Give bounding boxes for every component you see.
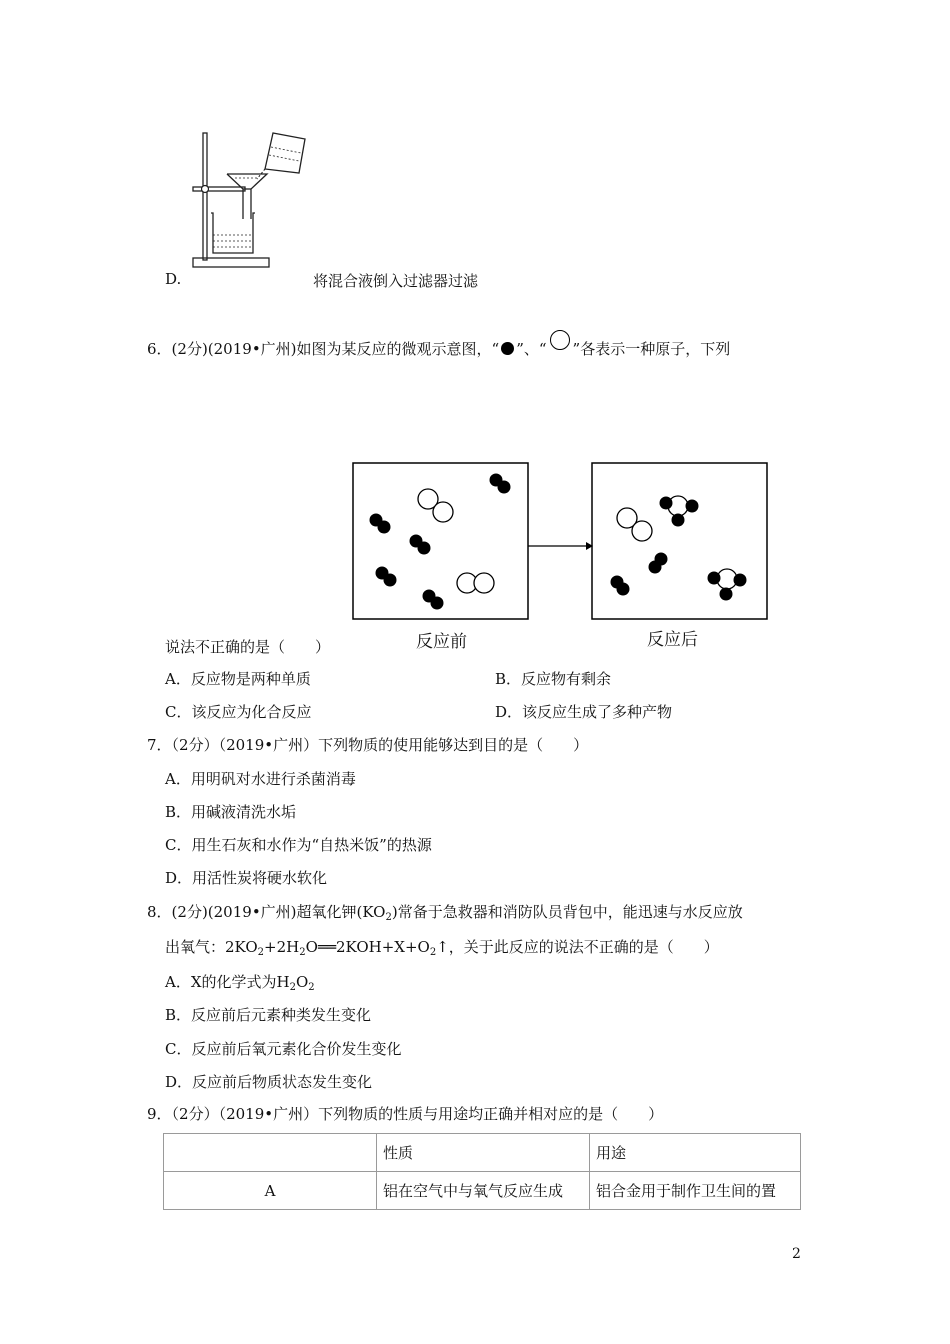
table-header-cell bbox=[164, 1134, 377, 1172]
q8-option-c: C．反应前后氧元素化合价发生变化 bbox=[165, 1040, 402, 1058]
label-before: 反应前 bbox=[416, 632, 467, 652]
q9-stem: 9．（2分）（2019•广州）下列物质的性质与用途均正确并相对应的是（ ） bbox=[147, 1105, 664, 1123]
q8-equation-line: 出氧气：$2KO_2+2H_2O══2KOH+X+O_2↑$，关于此反应的说法不正确的是（ ） bbox=[165, 938, 719, 958]
q6-option-a: A．反应物是两种单质 bbox=[165, 670, 311, 688]
q5-option-d-letter: D. bbox=[165, 270, 182, 288]
q7-stem: 7．（2分）（2019•广州）下列物质的使用能够达到目的是（ ） bbox=[147, 736, 589, 754]
filtration-apparatus-figure bbox=[185, 125, 325, 270]
label-after: 反应后 bbox=[647, 630, 698, 650]
q7-option-a: A．用明矾对水进行杀菌消毒 bbox=[165, 770, 356, 788]
black-atom-icon bbox=[501, 342, 514, 355]
table-cell: 铝在空气中与氧气反应生成 bbox=[377, 1172, 590, 1210]
table-cell: 铝合金用于制作卫生间的置 bbox=[590, 1172, 801, 1210]
table-header-cell: 性质 bbox=[377, 1134, 590, 1172]
table-row bbox=[164, 1172, 801, 1210]
q5-option-d-text: 将混合液倒入过滤器过滤 bbox=[313, 272, 479, 290]
after-box bbox=[592, 463, 767, 619]
reaction-micro-diagram bbox=[350, 462, 770, 657]
q8-option-d: D．反应前后物质状态发生变化 bbox=[165, 1073, 373, 1091]
q9-table bbox=[163, 1133, 801, 1210]
q8-stem: 8．(2分)(2019•广州)超氧化钾$(KO_2)$常备于急救器和消防队员背包中，能迅速与水反应放 bbox=[147, 903, 743, 923]
white-molecules-before bbox=[418, 489, 494, 593]
q7-option-b: B．用碱液清洗水垢 bbox=[165, 803, 297, 821]
q8-option-b: B．反应前后元素种类发生变化 bbox=[165, 1006, 372, 1024]
q6-stem-mid: ”、“ bbox=[516, 340, 547, 358]
q7-option-d: D．用活性炭将硬水软化 bbox=[165, 869, 328, 887]
q6-stem-suffix: ”各表示一种原子，下列 bbox=[572, 340, 731, 358]
q6-option-c: C．该反应为化合反应 bbox=[165, 703, 312, 721]
q7-option-c: C．用生石灰和水作为“自热米饭”的热源 bbox=[165, 836, 432, 854]
white-atom-icon bbox=[550, 330, 570, 350]
page-number: 2 bbox=[792, 1246, 801, 1262]
table-header-row bbox=[164, 1134, 801, 1172]
q8-option-a: A．X的化学式为$H_2O_2$ bbox=[165, 973, 315, 993]
q6-stem bbox=[147, 330, 730, 359]
q6-stem-continued: 说法不正确的是（ ） bbox=[165, 638, 331, 656]
table-header-cell: 用途 bbox=[590, 1134, 801, 1172]
q6-stem-prefix: 6．(2分)(2019•广州)如图为某反应的微观示意图，“ bbox=[147, 340, 500, 358]
table-cell: A bbox=[164, 1172, 377, 1210]
q6-option-d: D．该反应生成了多种产物 bbox=[495, 703, 673, 721]
q6-option-b: B．反应物有剩余 bbox=[495, 670, 612, 688]
